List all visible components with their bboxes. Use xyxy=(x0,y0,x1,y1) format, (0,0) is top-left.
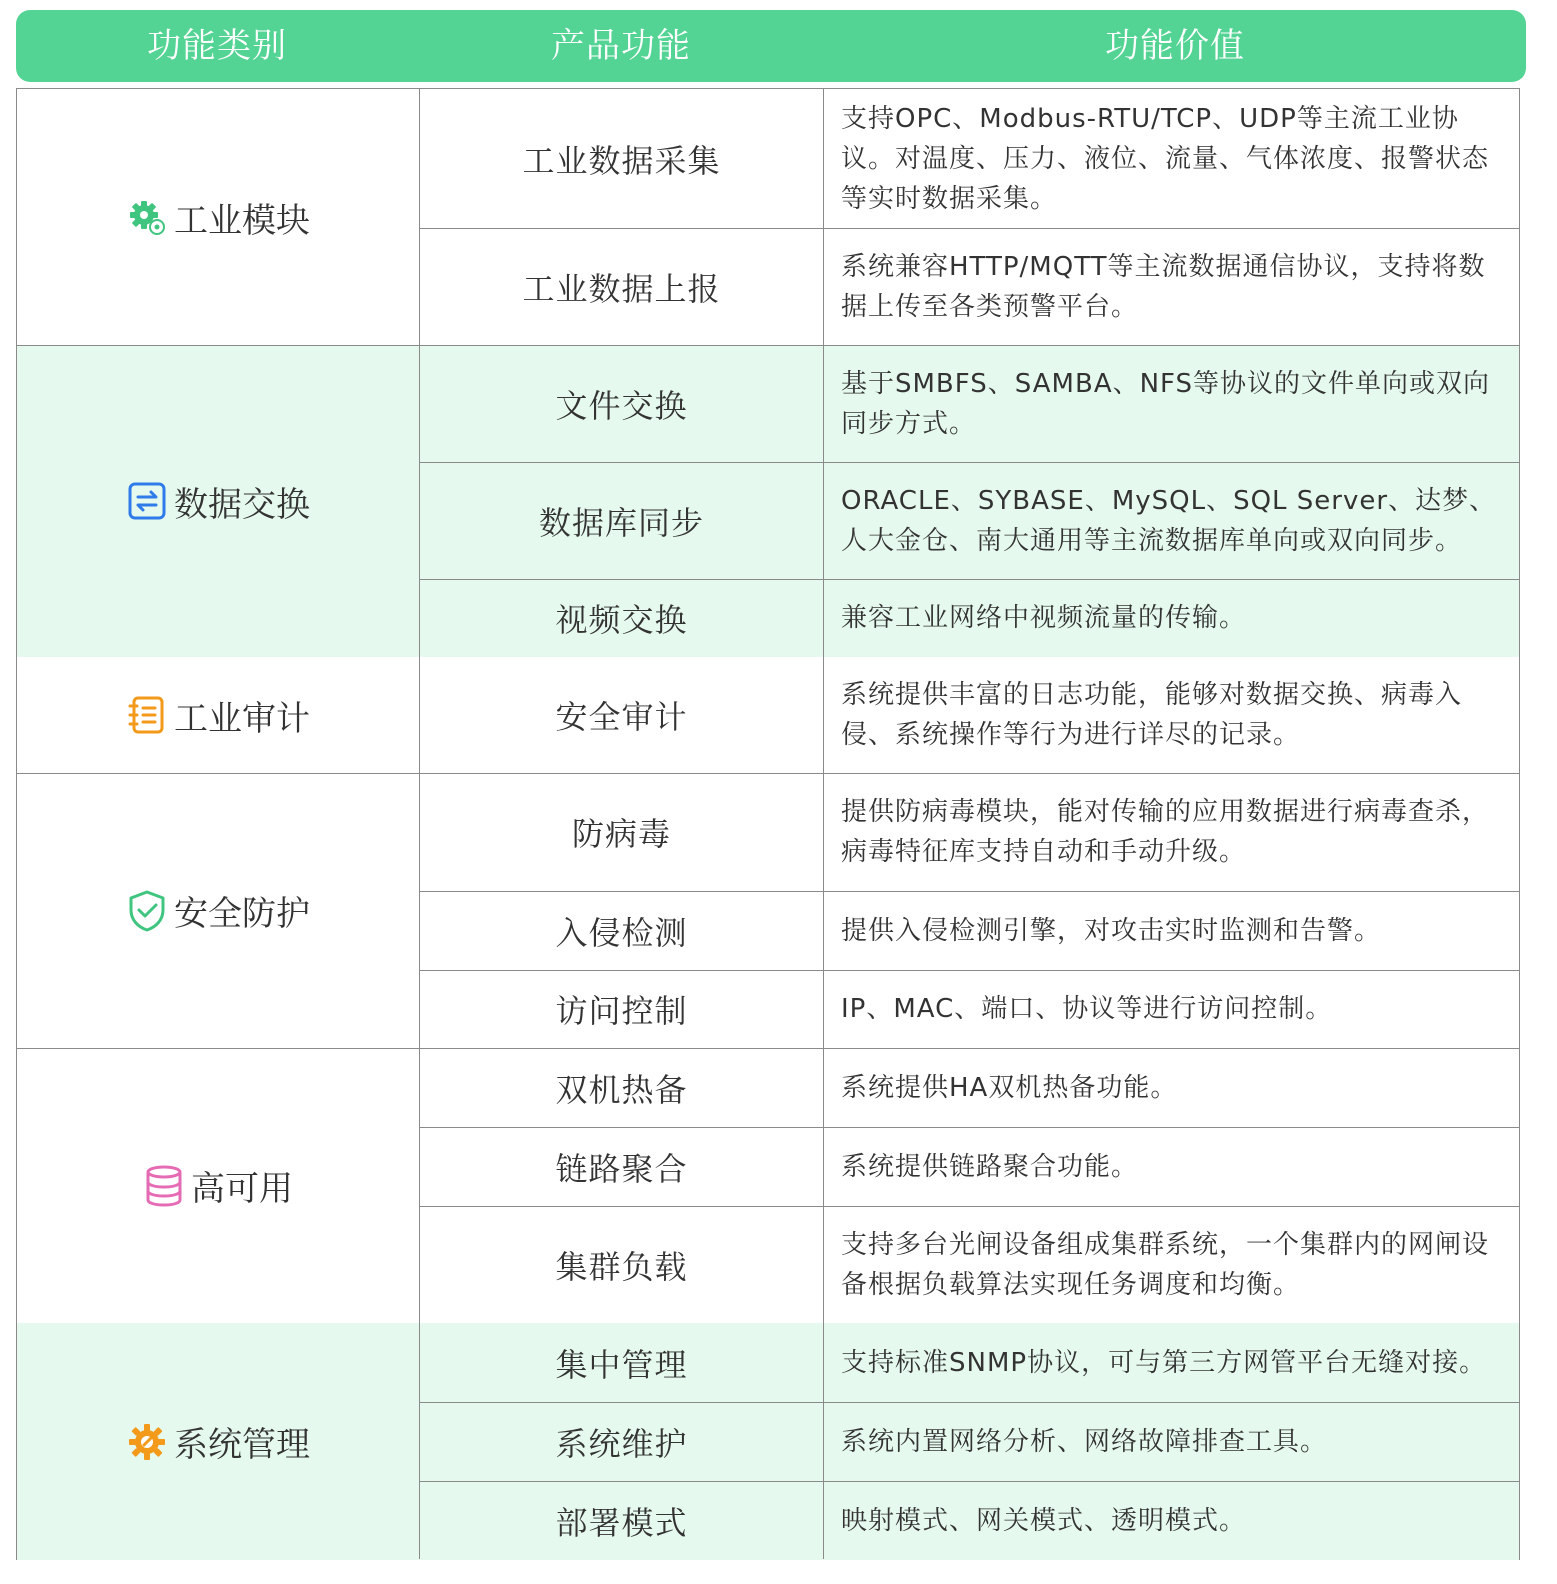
category-industrial-module xyxy=(17,89,419,345)
feature-cell: 工业数据采集 xyxy=(522,141,721,180)
value-text: ORACLE、SYBASE、MySQL、SQL Server、达梦、人大金仓、南大通用等主流数据库单向或双向同步。 xyxy=(841,485,1497,556)
settings-wrench-icon xyxy=(126,1421,168,1463)
feature-cell: 工业数据上报 xyxy=(522,269,721,308)
feature-cell: 文件交换 xyxy=(555,386,688,425)
category-data-exchange xyxy=(17,345,419,657)
feature-cell: 集中管理 xyxy=(555,1345,688,1384)
value-cell xyxy=(841,1206,1511,1323)
value-text: 映射模式、网关模式、透明模式。 xyxy=(841,1505,1247,1536)
value-cell xyxy=(841,891,1511,970)
category-label: 安全防护 xyxy=(174,894,310,934)
feature-cell: 防病毒 xyxy=(571,815,671,853)
category-label: 系统管理 xyxy=(174,1425,310,1465)
feature-cell: 数据库同步 xyxy=(538,503,704,542)
value-text: 系统兼容HTTP/MQTT等主流数据通信协议，支持将数据上传至各类预警平台。 xyxy=(841,251,1486,322)
gear-cog-icon xyxy=(126,196,168,238)
value-text: 系统内置网络分析、网络故障排查工具。 xyxy=(841,1426,1328,1457)
feature-cell: 访问控制 xyxy=(555,992,688,1030)
value-text: 系统提供HA双机热备功能。 xyxy=(841,1072,1178,1103)
value-cell xyxy=(841,1323,1511,1402)
value-cell xyxy=(841,89,1511,228)
feature-cell: 入侵检测 xyxy=(555,913,688,952)
value-cell xyxy=(841,657,1511,773)
value-text: 支持多台光闸设备组成集群系统，一个集群内的网闸设备根据负载算法实现任务调度和均衡。 xyxy=(841,1229,1490,1300)
feature-cell: 集群负载 xyxy=(555,1247,688,1286)
category-industrial-audit xyxy=(17,657,419,773)
feature-cell: 安全审计 xyxy=(555,698,688,736)
audit-list-icon xyxy=(126,694,168,736)
header-value: 功能价值 xyxy=(1105,26,1245,66)
value-cell xyxy=(841,1481,1511,1560)
column-divider xyxy=(823,89,824,1559)
value-cell xyxy=(841,1048,1511,1127)
category-high-availability xyxy=(17,1048,419,1323)
feature-cell: 部署模式 xyxy=(555,1503,688,1542)
value-text: IP、MAC、端口、协议等进行访问控制。 xyxy=(841,994,1333,1024)
value-cell xyxy=(841,345,1511,462)
value-text: 支持标准SNMP协议，可与第三方网管平台无缝对接。 xyxy=(841,1347,1487,1378)
category-label: 工业审计 xyxy=(174,698,310,739)
value-cell xyxy=(841,462,1511,579)
feature-cell: 系统维护 xyxy=(555,1424,688,1463)
feature-table xyxy=(16,88,1520,1560)
value-cell xyxy=(841,1127,1511,1206)
value-text: 提供入侵检测引擎，对攻击实时监测和告警。 xyxy=(841,915,1382,946)
exchange-arrows-icon xyxy=(126,480,168,522)
shield-check-icon xyxy=(126,890,168,932)
table-header xyxy=(16,10,1526,82)
category-security-protection xyxy=(17,773,419,1048)
value-text: 支持OPC、Modbus-RTU/TCP、UDP等主流工业协议。对温度、压力、液位、流量、气体浓度、报警状态等实时数据采集。 xyxy=(841,103,1490,214)
value-cell xyxy=(841,1402,1511,1481)
category-label: 高可用 xyxy=(191,1169,293,1209)
database-stack-icon xyxy=(143,1165,185,1207)
category-label: 数据交换 xyxy=(174,484,310,525)
header-feature: 产品功能 xyxy=(551,26,691,66)
value-text: 兼容工业网络中视频流量的传输。 xyxy=(841,603,1247,633)
value-cell xyxy=(841,773,1511,891)
value-text: 系统提供链路聚合功能。 xyxy=(841,1151,1139,1182)
value-cell xyxy=(841,228,1511,345)
value-text: 基于SMBFS、SAMBA、NFS等协议的文件单向或双向同步方式。 xyxy=(841,368,1491,439)
feature-cell: 链路聚合 xyxy=(555,1149,688,1188)
value-cell xyxy=(841,579,1511,657)
value-text: 系统提供丰富的日志功能，能够对数据交换、病毒入侵、系统操作等行为进行详尽的记录。 xyxy=(841,680,1463,750)
header-category: 功能类别 xyxy=(147,26,287,66)
value-text: 提供防病毒模块，能对传输的应用数据进行病毒查杀，病毒特征库支持自动和手动升级。 xyxy=(841,797,1490,867)
feature-cell: 视频交换 xyxy=(555,601,688,639)
value-cell xyxy=(841,970,1511,1048)
feature-cell: 双机热备 xyxy=(555,1070,688,1109)
category-system-management xyxy=(17,1323,419,1560)
category-label: 工业模块 xyxy=(174,200,310,241)
